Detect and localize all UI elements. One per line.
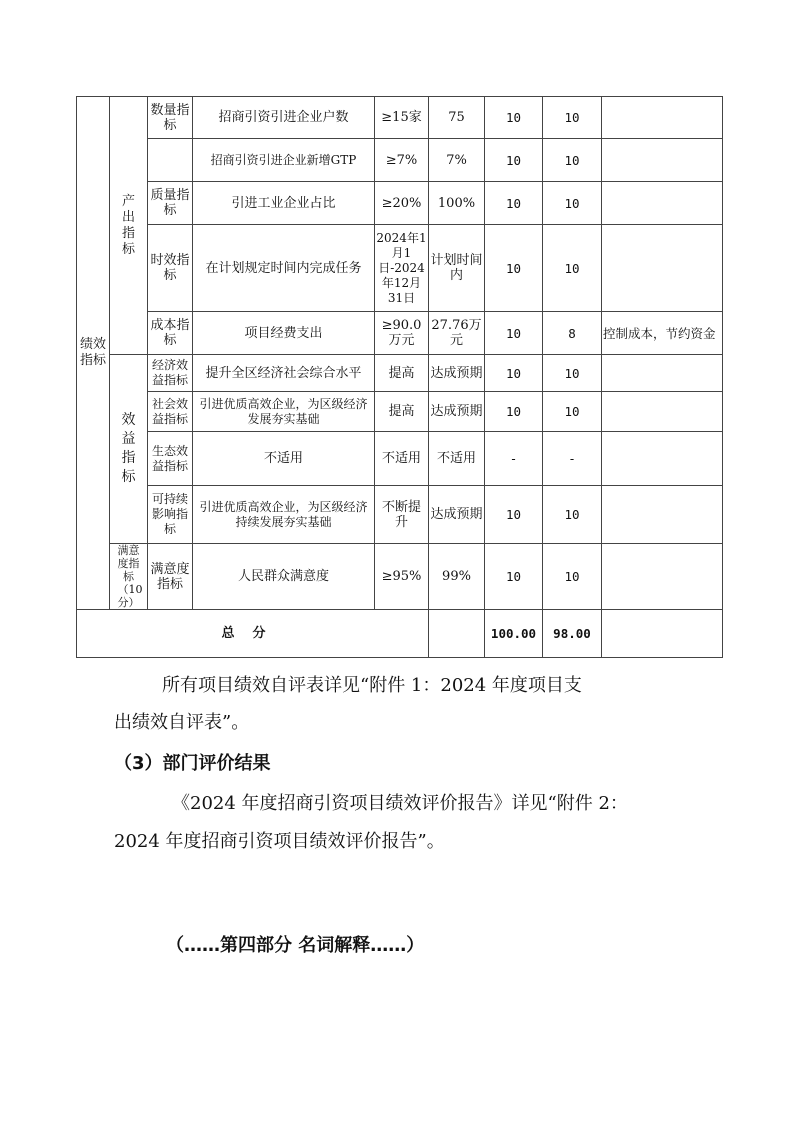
- effect-group-cell: 效益指标: [110, 355, 148, 544]
- section-heading: （3）部门评价结果: [114, 753, 271, 774]
- total-row: [77, 610, 723, 658]
- paragraph-line: 《2024 年度招商引资项目绩效评价报告》详见“附件 2：: [172, 793, 628, 814]
- actual-value: 不适用: [429, 432, 485, 486]
- indicator: 不适用: [193, 432, 375, 486]
- indicator: 引进工业企业占比: [193, 182, 375, 225]
- indicator: 招商引资引进企业户数: [193, 97, 375, 139]
- sub-indicator: 经济效益指标: [148, 355, 193, 392]
- total-weight: 100.00: [485, 610, 543, 658]
- sub-indicator: 时效指标: [148, 225, 193, 312]
- score: 10: [543, 392, 602, 432]
- weight: 10: [485, 139, 543, 182]
- weight: 10: [485, 97, 543, 139]
- table-row: [77, 225, 723, 312]
- indicator: 引进优质高效企业，为区级经济发展夯实基础: [193, 392, 375, 432]
- sub-indicator: [148, 139, 193, 182]
- weight: 10: [485, 486, 543, 544]
- weight: 10: [485, 225, 543, 312]
- score: 10: [543, 355, 602, 392]
- actual-value: 计划时间内: [429, 225, 485, 312]
- note: [602, 182, 723, 225]
- target-value: ≥95%: [375, 544, 429, 610]
- note: [602, 486, 723, 544]
- weight: 10: [485, 392, 543, 432]
- sub-indicator: 社会效益指标: [148, 392, 193, 432]
- category-cell: 绩效指标: [77, 97, 110, 610]
- indicator: 项目经费支出: [193, 312, 375, 355]
- actual-value: 达成预期: [429, 486, 485, 544]
- table-row: [77, 182, 723, 225]
- target-value: 2024年1月1日-2024年12月31日: [375, 225, 429, 312]
- output-group-cell: 产出指标: [110, 97, 148, 355]
- table-row: [77, 486, 723, 544]
- actual-value: 100%: [429, 182, 485, 225]
- actual-value: 75: [429, 97, 485, 139]
- note: [602, 355, 723, 392]
- score: 10: [543, 486, 602, 544]
- weight: 10: [485, 355, 543, 392]
- table-row: [77, 97, 723, 139]
- target-value: ≥7%: [375, 139, 429, 182]
- score: 10: [543, 182, 602, 225]
- weight: 10: [485, 544, 543, 610]
- score: 10: [543, 139, 602, 182]
- actual-value: 27.76万元: [429, 312, 485, 355]
- target-value: ≥90.0万元: [375, 312, 429, 355]
- target-value: 不断提升: [375, 486, 429, 544]
- note: [602, 139, 723, 182]
- weight: 10: [485, 312, 543, 355]
- indicator: 招商引资引进企业新增GTP: [193, 139, 375, 182]
- target-value: 不适用: [375, 432, 429, 486]
- indicator: 提升全区经济社会综合水平: [193, 355, 375, 392]
- note: 控制成本，节约资金: [602, 312, 723, 355]
- actual-value: 7%: [429, 139, 485, 182]
- target-value: 提高: [375, 355, 429, 392]
- note: [602, 225, 723, 312]
- note: [602, 544, 723, 610]
- table-row: [77, 432, 723, 486]
- score: 10: [543, 544, 602, 610]
- satisfaction-group-cell: 满意度指标（10分）: [110, 544, 148, 610]
- indicator: 在计划规定时间内完成任务: [193, 225, 375, 312]
- paragraph-line: 出绩效自评表”。: [114, 712, 250, 733]
- table-row: [77, 392, 723, 432]
- weight: 10: [485, 182, 543, 225]
- score: 10: [543, 97, 602, 139]
- total-note: [602, 610, 723, 658]
- total-empty: [429, 610, 485, 658]
- score: -: [543, 432, 602, 486]
- table-row: [77, 355, 723, 392]
- sub-indicator: 满意度指标: [148, 544, 193, 610]
- performance-table: [76, 96, 723, 658]
- total-score: 98.00: [543, 610, 602, 658]
- paragraph-line: 2024 年度招商引资项目绩效评价报告”。: [114, 831, 445, 852]
- actual-value: 达成预期: [429, 392, 485, 432]
- total-label: 总分: [77, 610, 429, 658]
- indicator: 引进优质高效企业，为区级经济持续发展夯实基础: [193, 486, 375, 544]
- target-value: 提高: [375, 392, 429, 432]
- part-title: （……第四部分 名词解释……）: [166, 935, 425, 956]
- score: 8: [543, 312, 602, 355]
- table-row: [77, 544, 723, 610]
- table-row: [77, 139, 723, 182]
- sub-indicator: 生态效益指标: [148, 432, 193, 486]
- score: 10: [543, 225, 602, 312]
- table-row: [77, 312, 723, 355]
- indicator: 人民群众满意度: [193, 544, 375, 610]
- note: [602, 97, 723, 139]
- target-value: ≥20%: [375, 182, 429, 225]
- actual-value: 99%: [429, 544, 485, 610]
- sub-indicator: 可持续影响指标: [148, 486, 193, 544]
- note: [602, 432, 723, 486]
- sub-indicator: 成本指标: [148, 312, 193, 355]
- actual-value: 达成预期: [429, 355, 485, 392]
- sub-indicator: 质量指标: [148, 182, 193, 225]
- paragraph-line: 所有项目绩效自评表详见“附件 1：2024 年度项目支: [162, 675, 582, 696]
- target-value: ≥15家: [375, 97, 429, 139]
- sub-indicator: 数量指标: [148, 97, 193, 139]
- note: [602, 392, 723, 432]
- weight: -: [485, 432, 543, 486]
